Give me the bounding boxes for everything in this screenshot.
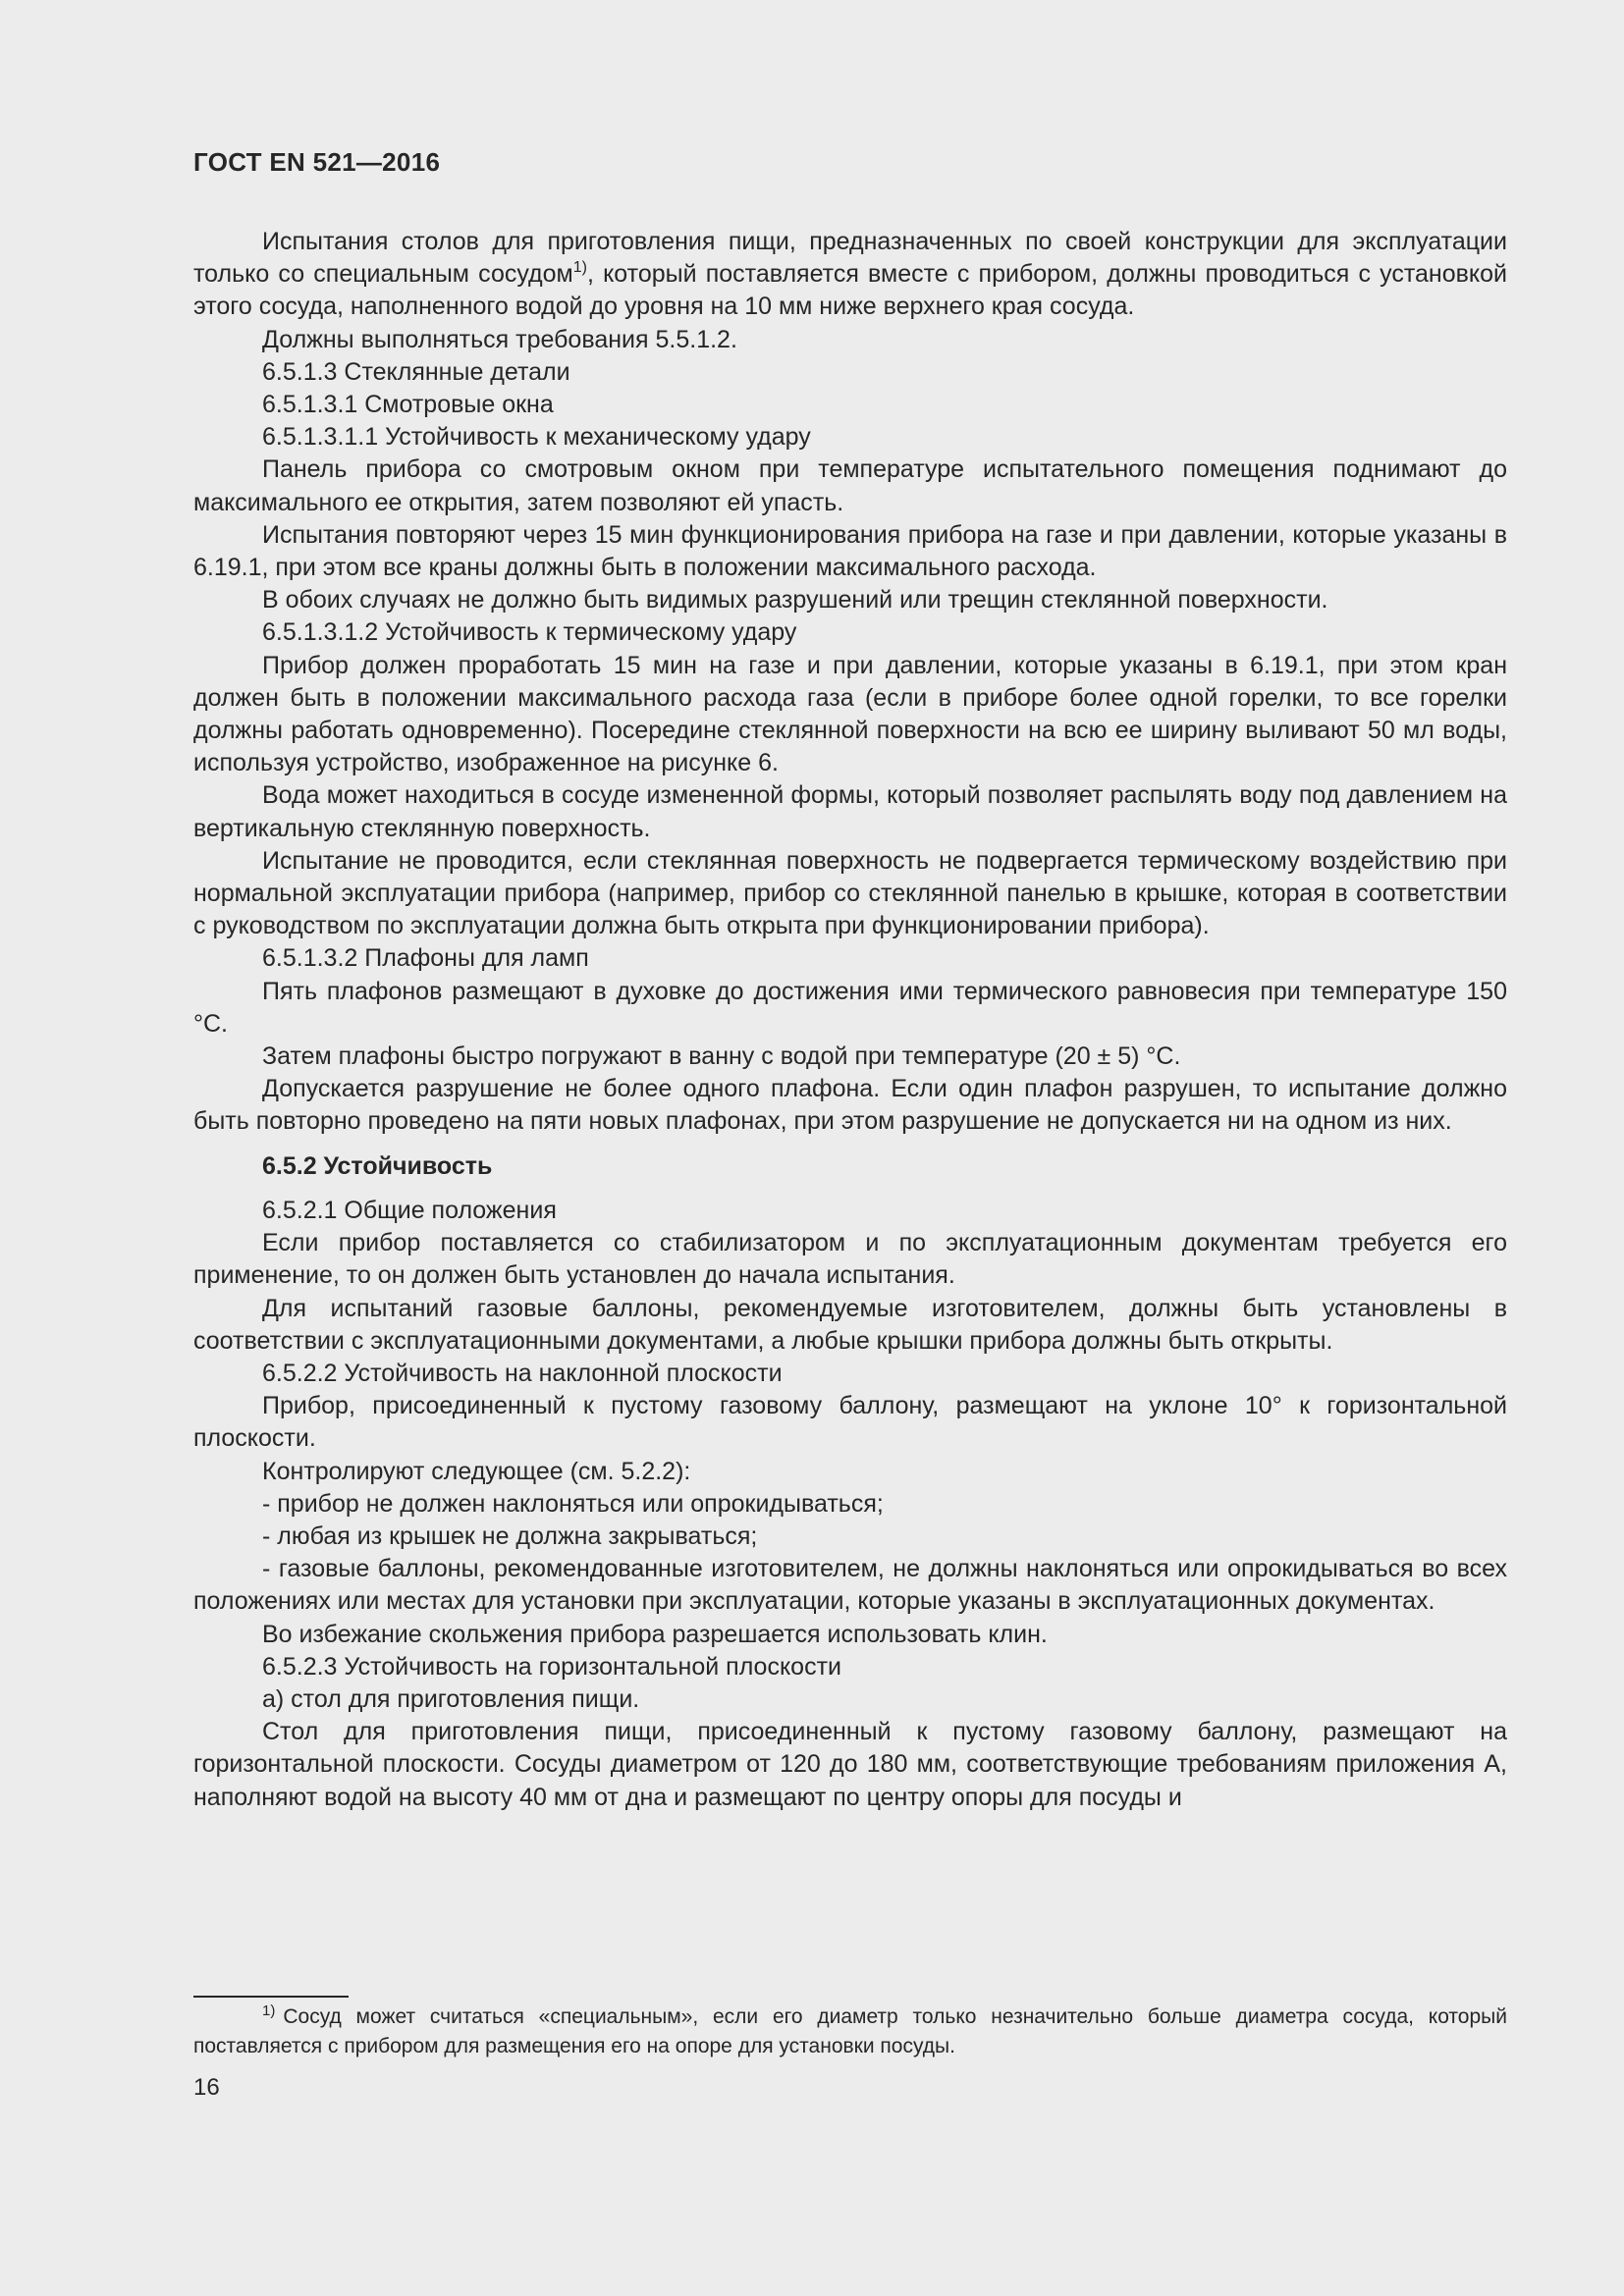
list-item: а) стол для приготовления пищи.: [262, 1684, 640, 1713]
section-heading: 6.5.1.3 Стеклянные детали: [262, 357, 570, 386]
paragraph-text: Испытания столов для приготовления пищи, предназначенных по своей конструкции для эксплуатации только со специальным сосудом: [193, 228, 1507, 289]
paragraph-text-continued: , который поставляется вместе с прибором, должны проводиться с установкой этого сосуда, наполненного водой до уровня на 10 мм ниже верхнего края сосуда.: [193, 260, 1507, 321]
paragraph: Для испытаний газовые баллоны, рекомендуемые изготовителем, должны быть установлены в соответствии с эксплуатационными документами, а любые крышки прибора должны быть открыты.: [193, 1294, 1507, 1355]
paragraph: Пять плафонов размещают в духовке до достижения ими термического равновесия при температуре 150 °С.: [193, 977, 1507, 1038]
paragraph: Стол для приготовления пищи, присоединенный к пустому газовому баллону, размещают на горизонтальной плоскости. Сосуды диаметром от 120 до 180 мм, соответствующие требованиям приложения А, наполняют водой на высоту 40 мм от дна и размещают по центру опоры для посуды и: [193, 1718, 1507, 1811]
paragraph: [193, 226, 1507, 324]
section-heading: 6.5.1.3.1 Смотровые окна: [262, 391, 554, 419]
page-number: 16: [193, 2074, 220, 2101]
paragraph: Если прибор поставляется со стабилизатором и по эксплуатационным документам требуется его применение, то он должен быть установлен до начала испытания.: [193, 1229, 1507, 1290]
document-header: ГОСТ EN 521—2016: [193, 147, 441, 177]
footnote: [193, 2002, 1507, 2061]
list-item: - прибор не должен наклоняться или опрокидываться;: [262, 1489, 884, 1518]
section-heading: 6.5.2.2 Устойчивость на наклонной плоскости: [262, 1359, 783, 1387]
footnote-reference: 1): [572, 259, 587, 277]
footnote-marker: 1): [262, 2002, 276, 2019]
paragraph: Во избежание скольжения прибора разрешается использовать клин.: [262, 1620, 1048, 1648]
section-heading: 6.5.1.3.1.1 Устойчивость к механическому удару: [262, 423, 811, 452]
section-heading: 6.5.1.3.1.2 Устойчивость к термическому удару: [262, 618, 797, 647]
paragraph: Вода может находиться в сосуде измененной формы, который позволяет распылять воду под давлением на вертикальную стеклянную поверхность.: [193, 781, 1507, 842]
subsection-heading: 6.5.2 Устойчивость: [262, 1151, 493, 1180]
paragraph: Прибор должен проработать 15 мин на газе и при давлении, которые указаны в 6.19.1, при этом кран должен быть в положении максимального расхода газа (если в приборе более одной горелки, то все горелки должны работать одновременно). Посередине стеклянной поверхности на всю ее ширину выливают 50 мл воды, используя устройство, изображенное на рисунке 6.: [193, 651, 1507, 777]
paragraph: Допускается разрушение не более одного плафона. Если один плафон разрушен, то испытание должно быть повторно проведено на пяти новых плафонах, при этом разрушение не допускается ни на одном из них.: [193, 1075, 1507, 1136]
document-page: [193, 0, 1507, 2296]
paragraph: Должны выполняться требования 5.5.1.2.: [262, 325, 737, 353]
list-item: - газовые баллоны, рекомендованные изготовителем, не должны наклоняться или опрокидываться во всех положениях или местах для установки при эксплуатации, которые указаны в эксплуатационных документах.: [193, 1555, 1507, 1616]
section-heading: 6.5.1.3.2 Плафоны для ламп: [262, 944, 589, 973]
paragraph: Прибор, присоединенный к пустому газовому баллону, размещают на уклоне 10° к горизонтальной плоскости.: [193, 1392, 1507, 1453]
document-body: [193, 226, 1507, 1814]
list-item: - любая из крышек не должна закрываться;: [262, 1522, 758, 1550]
paragraph: Контролируют следующее (см. 5.2.2):: [262, 1457, 691, 1485]
paragraph: Испытание не проводится, если стеклянная поверхность не подвергается термическому воздействию при нормальной эксплуатации прибора (например, прибор со стеклянной панелью в крышке, которая в соответствии с руководством по эксплуатации должна быть открыта при функционировании прибора).: [193, 846, 1507, 940]
footnote-text: Сосуд может считаться «специальным», если его диаметр только незначительно больше диаметра сосуда, который поставляется с прибором для размещения его на опоре для установки посуды.: [193, 2005, 1507, 2057]
footnote-divider: [193, 1996, 349, 1998]
paragraph: Затем плафоны быстро погружают в ванну с водой при температуре (20 ± 5) °С.: [262, 1042, 1181, 1071]
paragraph: Панель прибора со смотровым окном при температуре испытательного помещения поднимают до максимального ее открытия, затем позволяют ей упасть.: [193, 455, 1507, 516]
section-heading: 6.5.2.1 Общие положения: [262, 1196, 557, 1224]
section-heading: 6.5.2.3 Устойчивость на горизонтальной плоскости: [262, 1652, 842, 1681]
paragraph: Испытания повторяют через 15 мин функционирования прибора на газе и при давлении, которые указаны в 6.19.1, при этом все краны должны быть в положении максимального расхода.: [193, 520, 1507, 582]
paragraph: В обоих случаях не должно быть видимых разрушений или трещин стеклянной поверхности.: [262, 586, 1328, 614]
